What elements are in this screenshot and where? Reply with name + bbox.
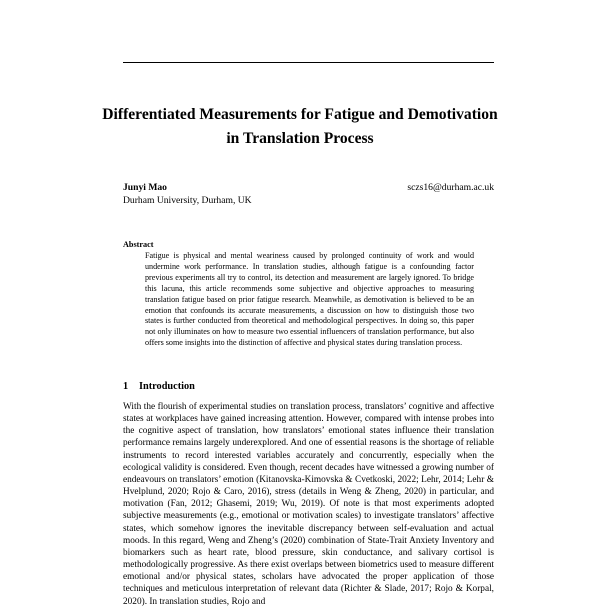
section-body xyxy=(123,401,494,608)
section-heading xyxy=(123,381,195,392)
top-rule xyxy=(123,62,494,63)
author-name: Junyi Mao xyxy=(123,182,167,193)
author-email: sczs16@durham.ac.uk xyxy=(407,182,494,193)
section-title: Introduction xyxy=(139,381,195,392)
abstract-text: Fatigue is physical and mental weariness caused by prolonged continuity of work and would undermine work performance. In translation studies, although fatigue is a confounding factor previous experiments all try to control, its detection and measurement are largely ignored. To bridge this lacuna, this article recommends some subjective and objective approaches to measuring translation fatigue based on prior fatigue research. Meanwhile, as demotivation is believed to be an emotion that confounds its accurate measurements, a discussion on how to distinguish those two states is further conducted from theoretical and methodological perspectives. In doing so, this paper not only illuminates on how to measure two essential influencers of translation performance, but also offers some insights into the distinction of affective and physical states during translation process. xyxy=(145,251,474,348)
author-affiliation: Durham University, Durham, UK xyxy=(123,195,252,206)
section-paragraph: With the flourish of experimental studies on translation process, translators’ cognitive and affective states at workplaces have gained increasing attention. However, compared with intense probes into the cognitive aspect of translation, how translators’ emotional states influence their translation performance remains largely underexplored. And one of essential reasons is the shortage of reliable instruments to record interested variables accurately and concurrently, especially when the ecological validity is considered. Even though, recent decades have witnessed a growing number of endeavours on translators’ emotion (Kitanovska-Kimovska & Cvetkoski, 2022; Lehr, 2014; Lehr & Hvelplund, 2020; Rojo & Caro, 2016), stress (details in Weng & Zheng, 2020) in particular, and motivation (Fan, 2012; Ghasemi, 2019; Wu, 2019). Of note is that most experiments adopted subjective measurements (e.g., emotional or motivation scales) to investigate translators’ affective states, which somehow ignores the inevitable discrepancy between self-evaluation and actual moods. In this regard, Weng and Zheng’s (2020) combination of State-Trait Anxiety Inventory and biomarkers such as heart rate, blood pressure, skin conductance, and salivary cortisol is methodologically progressive. As there exist overlaps between biometrics used to measure different emotional and/or physical states, scholars have advocated the proper application of those techniques and meticulous interpretation of relevant data (Richter & Slade, 2017; Rojo & Korpal, 2020). In translation studies, Rojo and xyxy=(123,402,494,607)
abstract-body xyxy=(145,251,474,349)
section-number: 1 xyxy=(123,381,129,392)
author-block xyxy=(123,181,494,207)
paper-title: Differentiated Measurements for Fatigue and Demotivation in Translation Process xyxy=(102,106,498,147)
abstract-heading: Abstract xyxy=(123,240,154,249)
